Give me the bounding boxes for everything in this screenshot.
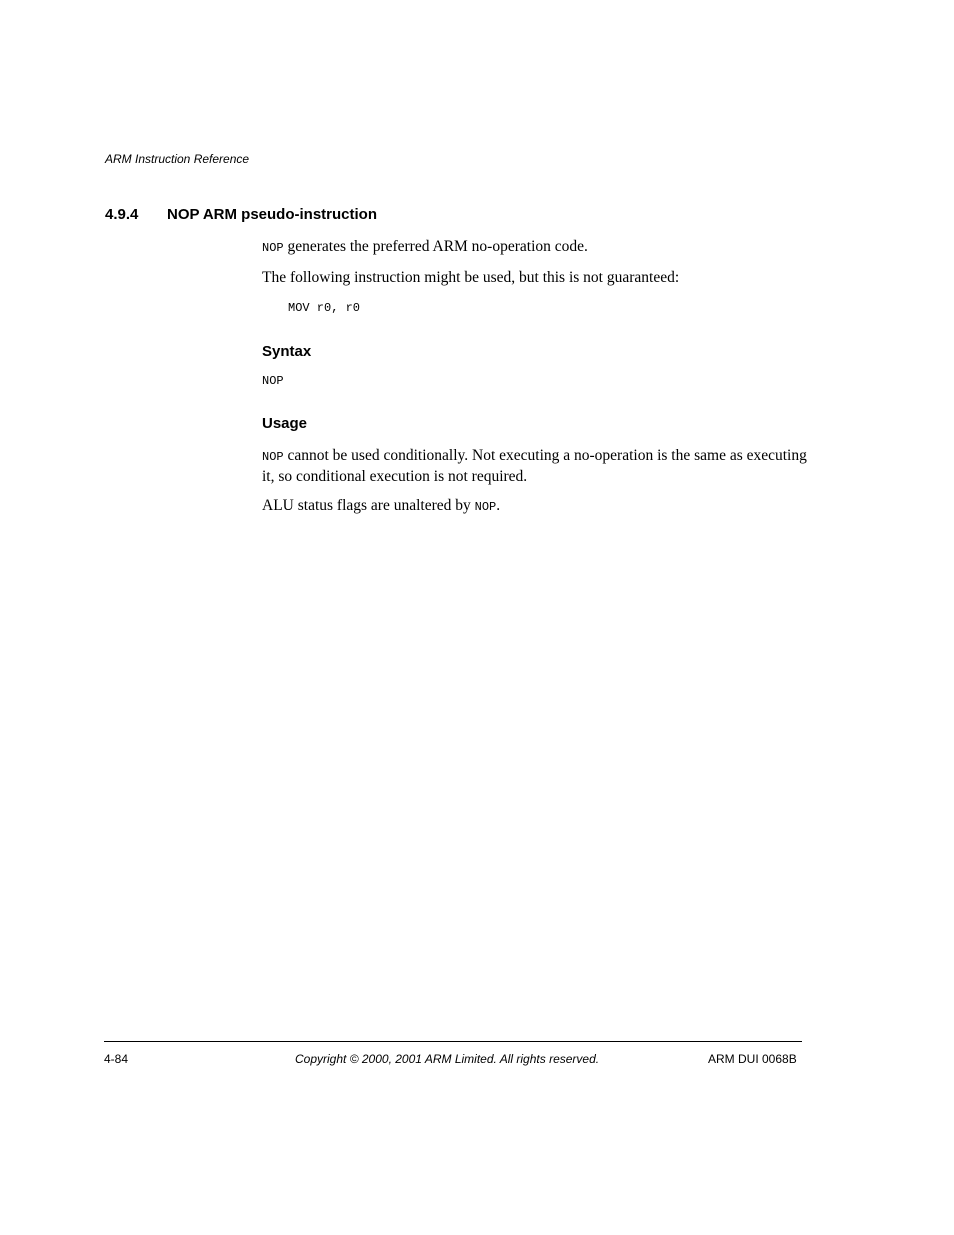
usage-paragraph [262,446,807,486]
usage-text: cannot be used conditionally. Not executing a no-operation is the same as executing it, so conditional execution is not required. [262,447,807,485]
section-title: NOP ARM pseudo-instruction [167,206,377,223]
example-code: MOV r0, r0 [288,301,361,315]
syntax-heading: Syntax [262,343,312,360]
flags-end: . [496,497,501,514]
page-number: 4-84 [104,1052,129,1066]
syntax-code: NOP [262,374,284,388]
section-heading [105,206,377,223]
copyright: Copyright © 2000, 2001 ARM Limited. All rights reserved. [295,1052,600,1066]
inline-code: NOP [262,450,284,464]
running-header: ARM Instruction Reference [105,152,250,166]
document-id: ARM DUI 0068B [708,1052,797,1066]
footer-rule [104,1041,802,1042]
section-number: 4.9.4 [105,206,139,223]
intro-paragraph [262,237,807,258]
flags-paragraph [262,496,807,517]
flags-text: ALU status flags are unaltered by [262,497,475,514]
inline-code: NOP [262,241,284,255]
intro-text: generates the preferred ARM no-operation code. [283,238,588,255]
inline-code: NOP [474,500,497,514]
note-paragraph: The following instruction might be used, but this is not guaranteed: [262,269,680,286]
usage-heading: Usage [262,415,308,432]
